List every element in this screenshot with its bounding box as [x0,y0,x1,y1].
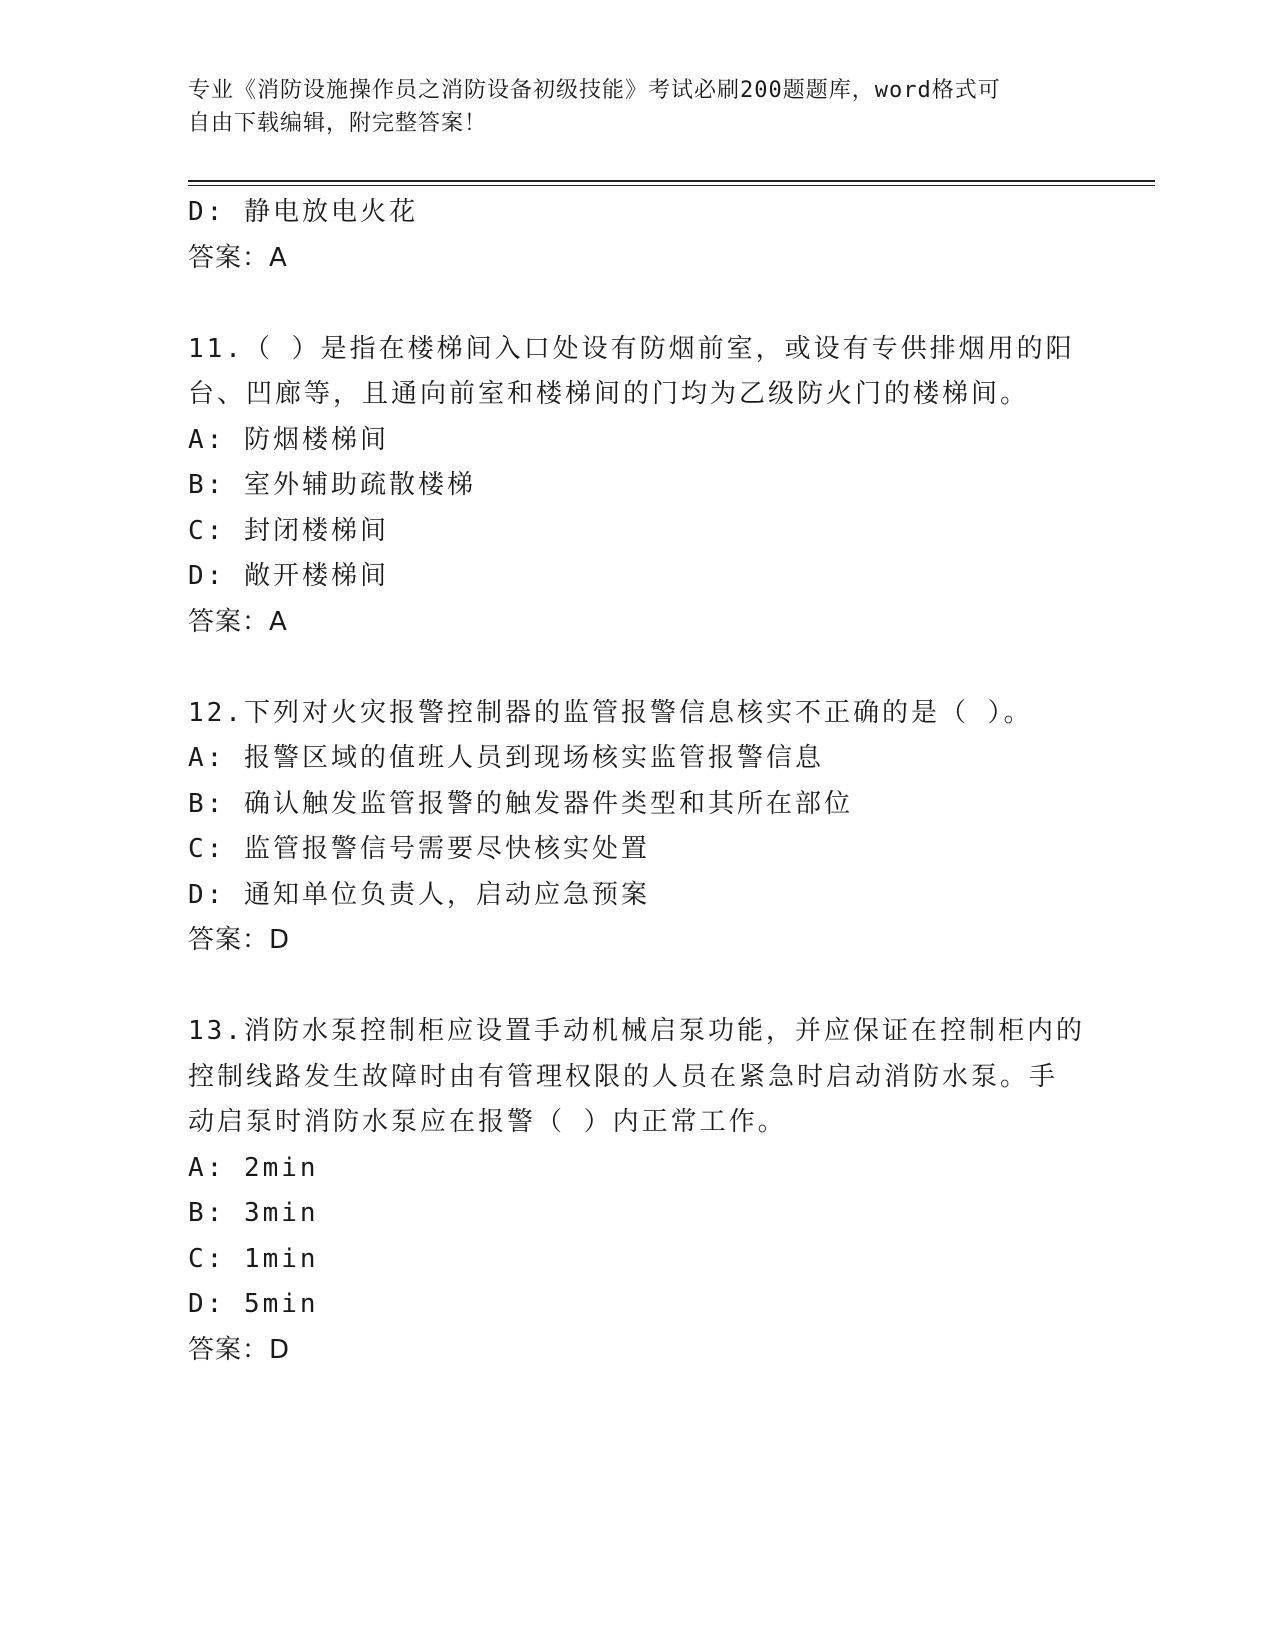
header-line-1: 专业《消防设施操作员之消防设备初级技能》考试必刷200题题库，word格式可 [188,78,1001,103]
option-c: C: 监管报警信号需要尽快核实处置 [188,834,650,864]
option-d: D: 敞开楼梯间 [188,561,389,591]
option-d: D: 静电放电火花 [188,197,418,227]
answer-line: 答案：D [188,1334,291,1365]
option-b: B: 室外辅助疏散楼梯 [188,470,476,500]
question-11 [188,327,1088,646]
option-d: D: 通知单位负责人，启动应急预案 [188,879,650,910]
option-d: D: 5min [188,1289,319,1319]
question-stem: 12.下列对火灾报警控制器的监管报警信息核实不正确的是（ ）。 [188,697,1033,728]
option-a: A: 防烟楼梯间 [188,424,389,455]
option-c: C: 封闭楼梯间 [188,515,389,546]
question-12 [188,691,1088,964]
question-13 [188,1009,1088,1373]
header-line-2: 自由下载编辑，附完整答案！ [188,111,488,136]
question-stem: 台、凹廊等，且通向前室和楼梯间的门均为乙级防火门的楼梯间。 [188,379,1030,409]
header-rule-thick [188,180,1155,182]
document-header [188,74,1088,140]
option-b: B: 3min [188,1198,319,1228]
answer-line: 答案：A [188,606,288,637]
answer-line: 答案：D [188,925,291,955]
option-a: A: 2min [188,1152,319,1183]
option-a: A: 报警区域的值班人员到现场核实监管报警信息 [188,743,824,773]
question-stem: 控制线路发生故障时由有管理权限的人员在紧急时启动消防水泵。手 [188,1061,1059,1092]
header-rule-thin [188,185,1155,186]
option-b: B: 确认触发监管报警的触发器件类型和其所在部位 [188,788,853,819]
answer-line: 答案：A [188,242,288,273]
question-stem: 11.（ ）是指在楼梯间入口处设有防烟前室，或设有专供排烟用的阳 [188,333,1075,364]
option-c: C: 1min [188,1243,319,1274]
question-stem: 动启泵时消防水泵应在报警（ ）内正常工作。 [188,1107,787,1137]
question-stem: 13.消防水泵控制柜应设置手动机械启泵功能，并应保证在控制柜内的 [188,1016,1085,1046]
question-list [188,190,1088,1373]
